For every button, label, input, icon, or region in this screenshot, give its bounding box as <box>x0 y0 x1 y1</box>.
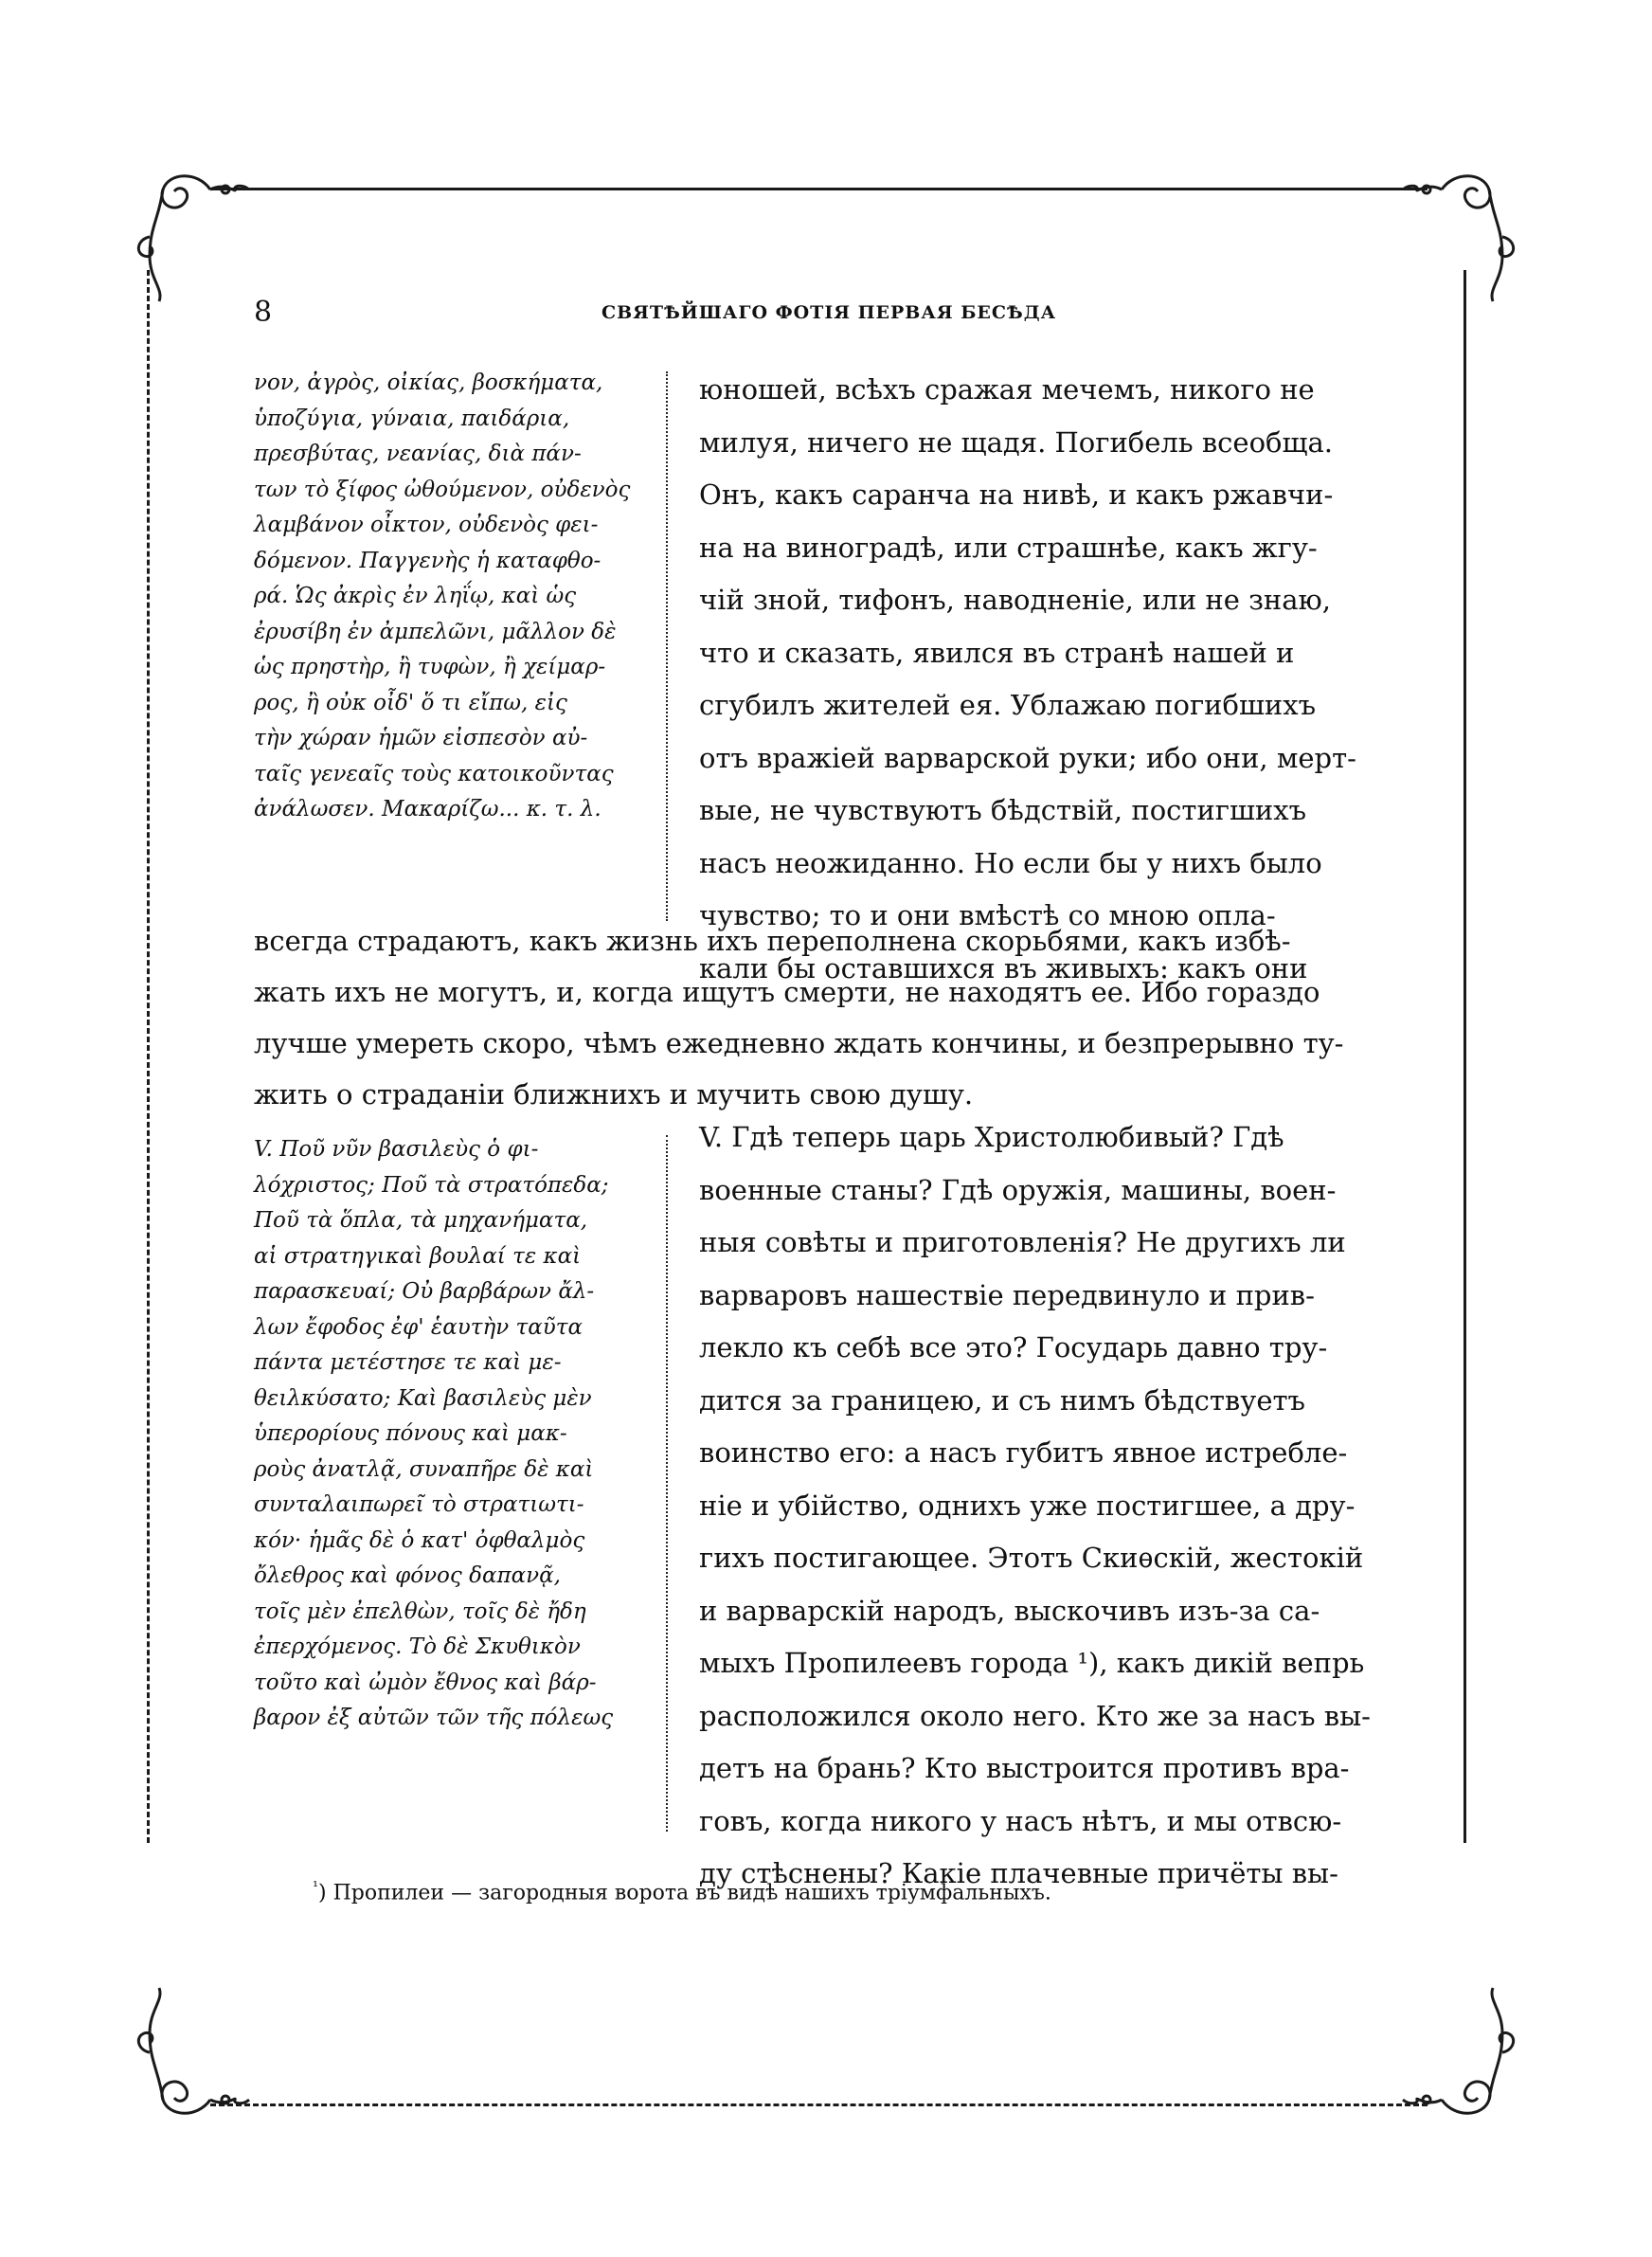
text-line: на на виноградѣ, или страшнѣе, какъ жгу- <box>699 531 1318 564</box>
text-line: вые, не чувствуютъ бѣдствій, постигшихъ <box>699 794 1307 826</box>
text-line: что и сказать, явился въ странѣ нашей и <box>699 636 1295 669</box>
russian-text-block-2 <box>699 1111 1371 1901</box>
greek-text-block-1 <box>254 366 633 828</box>
text-line: отъ вражіей варварской руки; ибо они, мерт- <box>699 741 1356 774</box>
text-line: говъ, когда никого у насъ нѣтъ, и мы отвсю- <box>699 1804 1342 1837</box>
text-line: варваровъ нашествіе передвинуло и прив- <box>699 1278 1315 1311</box>
text-line: насъ неожиданно. Но если бы у нихъ было <box>699 846 1322 879</box>
text-line: Ποῦ τὰ ὅπλα, τὰ μηχανήματα, <box>254 1208 588 1233</box>
text-line: πρεσβύτας, νεανίας, διὰ πάν- <box>254 442 582 466</box>
text-line: συνταλαιπωρεῖ τὸ στρατιωτι- <box>254 1492 584 1517</box>
column-divider-1 <box>666 371 668 921</box>
text-line: ἐρυσίβη ἐν ἀμπελῶνι, μᾶλλον δὲ <box>254 619 617 644</box>
text-line: и варварскій народъ, выскочивъ изъ-за са- <box>699 1594 1320 1627</box>
text-line: ніе и убійство, однихъ уже постигшее, а дру- <box>699 1489 1356 1522</box>
text-line: Онъ, какъ саранча на нивѣ, и какъ ржавчи- <box>699 478 1334 511</box>
text-line: сгубилъ жителей ея. Ублажаю погибшихъ <box>699 689 1317 721</box>
text-line: λων ἔφοδος ἐφ' ἑαυτὴν ταῦτα <box>254 1314 584 1340</box>
text-line: жать ихъ не могутъ, и, когда ищутъ смерти, не находятъ ее. Ибо гораздо <box>254 976 1320 1008</box>
text-line: всегда страдаютъ, какъ жизнь ихъ переполнена скорьбями, какъ избѣ- <box>254 925 1291 957</box>
text-line: ρά. Ὡς ἀκρὶς ἐν ληΐῳ, καὶ ὡς <box>254 584 577 608</box>
text-line: ду стѣснены? Какіе плачевные причёты вы- <box>699 1857 1338 1889</box>
corner-ornament-top-left-icon <box>131 161 273 303</box>
text-line: τὴν χώραν ἡμῶν εἰσπεσὸν αὐ- <box>254 726 588 750</box>
text-line: ἀνάλωσεν. Μακαρίζω... κ. τ. λ. <box>254 797 602 822</box>
text-line: θειλκύσατο; Καὶ βασιλεὺς μὲν <box>254 1385 592 1411</box>
text-line: ὑποζύγια, γύναια, παιδάρια, <box>254 406 570 431</box>
text-line: τοῖς μὲν ἐπελθὼν, τοῖς δὲ ἤδη <box>254 1598 586 1624</box>
text-line: ὄλεθρος καὶ φόνος δαπανᾷ, <box>254 1563 561 1588</box>
text-line: чувство; то и они вмѣстѣ со мною опла- <box>699 899 1276 931</box>
text-line: των τὸ ξίφος ὠθούμενον, οὐδενὸς <box>254 477 631 502</box>
text-line: κόν· ἡμᾶς δὲ ὁ κατ' ὀφθαλμὸς <box>254 1527 585 1553</box>
text-line: βαρον ἐξ αὐτῶν τῶν τῆς πόλεως <box>254 1706 614 1730</box>
text-line: παρασκευαί; Οὐ βαρβάρων ἄλ- <box>254 1279 595 1304</box>
text-line: милуя, ничего не щадя. Погибель всеобща. <box>699 425 1333 459</box>
text-line: лучше умереть скоро, чѣмъ ежедневно ждать кончины, и безпрерывно ту- <box>254 1027 1344 1059</box>
frame-bottom-rule <box>210 2104 1428 2106</box>
text-line: лекло къ себѣ все это? Государь давно тру- <box>699 1331 1328 1363</box>
text-line: юношей, всѣхъ сражая мечемъ, никого не <box>699 373 1315 406</box>
footnote-text: ) Пропилеи — загородныя ворота въ видѣ нашихъ тріумфальныхъ. <box>318 1881 1051 1905</box>
text-line: πάντα μετέστησε τε καὶ με- <box>254 1350 562 1375</box>
text-line: νον, ἀγρὸς, οἰκίας, βοσκήματα, <box>254 370 603 395</box>
text-line: дится за границею, и съ нимъ бѣдствуетъ <box>699 1383 1305 1417</box>
text-line: детъ на брань? Кто выстроится противъ вра- <box>699 1752 1350 1784</box>
greek-text-block-2 <box>254 1132 633 1737</box>
text-line: ныя совѣты и приготовленія? Не другихъ ли <box>699 1226 1346 1258</box>
text-line: ὑπερορίους πόνους καὶ μακ- <box>254 1421 567 1446</box>
running-head: СВЯТѢЙШАГО ФОТІЯ ПЕРВАЯ БЕСѢДА <box>602 302 1057 323</box>
text-line: τοῦτο καὶ ὠμὸν ἔθνος καὶ βάρ- <box>254 1670 597 1695</box>
text-line: ἐπερχόμενος. Τὸ δὲ Σκυθικὸν <box>254 1634 581 1659</box>
text-line: гихъ постигающее. Этотъ Скиѳскій, жестокій <box>699 1542 1364 1574</box>
frame-left-rule <box>147 270 153 1843</box>
text-line: воинство его: а насъ губитъ явное истребле- <box>699 1436 1348 1469</box>
text-line: λαμβάνον οἶκτον, οὐδενὸς φει- <box>254 513 599 537</box>
text-line: расположился около него. Кто же за насъ вы- <box>699 1699 1371 1732</box>
corner-ornament-bottom-left-icon <box>131 1986 273 2128</box>
text-line: ροὺς ἀνατλᾷ, συναπῆρε δὲ καὶ <box>254 1456 594 1482</box>
footnote-marker: ¹ <box>313 1878 319 1895</box>
page-number: 8 <box>254 296 273 329</box>
russian-text-block-1 <box>699 364 1362 995</box>
column-divider-2 <box>666 1135 668 1832</box>
text-line: мыхъ Пропилеевъ города ¹), какъ дикій вепрь <box>699 1647 1365 1679</box>
frame-top-rule <box>210 188 1428 190</box>
corner-ornament-top-right-icon <box>1379 161 1521 303</box>
text-line: ὡς πρηστὴρ, ἢ τυφὼν, ἢ χείμαρ- <box>254 655 606 679</box>
text-line: αἱ στρατηγικαὶ βουλαί τε καὶ <box>254 1243 582 1269</box>
text-line: кали бы оставшихся въ живыхъ: какъ они <box>699 951 1308 984</box>
text-line: V. Ποῦ νῦν βασιλεὺς ὁ φι- <box>254 1137 539 1162</box>
frame-right-rule <box>1463 270 1466 1843</box>
text-line: военные станы? Гдѣ оружія, машины, воен- <box>699 1173 1337 1206</box>
text-line: V. Гдѣ теперь царь Христолюбивый? Гдѣ <box>699 1121 1284 1153</box>
text-line: λόχριστος; Ποῦ τὰ στρατόπεδα; <box>254 1172 609 1198</box>
russian-text-full-width <box>254 915 1362 1120</box>
text-line: ρος, ἢ οὐκ οἶδ' ὅ τι εἴπω, εἰς <box>254 690 567 715</box>
footnote <box>313 1878 1051 1905</box>
text-line: ταῖς γενεαῖς τοὺς κατοικοῦντας <box>254 761 614 786</box>
text-line: чій зной, тифонъ, наводненіе, или не знаю, <box>699 584 1331 616</box>
text-line: жить о страданіи ближнихъ и мучить свою душу. <box>254 1078 974 1110</box>
text-line: δόμενον. Παγγενὴς ἡ καταφθο- <box>254 548 602 573</box>
corner-ornament-bottom-right-icon <box>1379 1986 1521 2128</box>
